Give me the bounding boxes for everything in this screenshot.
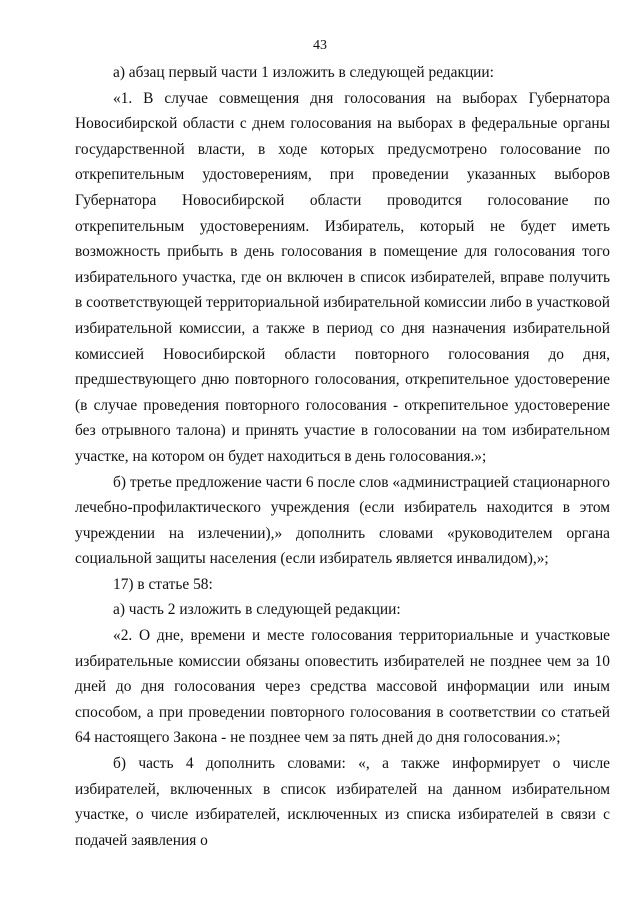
paragraph-amend-part1: а) абзац первый части 1 изложить в следующей редакции: [113, 64, 494, 81]
paragraph-amend-part2: а) часть 2 изложить в следующей редакции: [113, 601, 401, 619]
paragraph-part6-amend: б) третье предложение части 6 после слов «администрацией стационарного лечебно-профилактического учреждения (если избиратель находится в этом учреждении на излечении),» дополнить словами «руководителем органа социальной защиты населения (если избиратель является инвалидом),»; [75, 473, 610, 568]
paragraph-part2-text: «2. О дне, времени и месте голосования территориальные и участковые избирательные комиссии обязаны оповестить избирателей не позднее чем за 10 дней до дня голосования через средства массовой информации или иным способом, а при проведении повторного голосования в соответствии со статьей 64 настоящего Закона - не позднее чем за пять дней до дня голосования.»; [75, 627, 610, 747]
paragraph-part1-text: «1. В случае совмещения дня голосования на выборах Губернатора Новосибирской области с днем голосования на выборах в федеральные органы государственной власти, в ходе которых предусмотрено голосование по открепительным удостоверениям, при проведении указанных выборов Губернатора Новосибирской области проводится голосование по открепительным удостоверениям. Избиратель, который не будет иметь возможность прибыть в день голосования в помещение для голосования того избирательного участка, где он включен в список избирателей, вправе получить в соответствующей территориальной избирательной комиссии либо в участковой избирательной комиссии, а также в период со дня назначения избирательной комиссией Новосибирской области повторного голосования до дня, предшествующего дню повторного голосования, открепительное удостоверение (в случае проведения повторного голосования - открепительное удостоверение без отрывного талона) и принять участие в голосовании на том избирательном участке, на котором он будет находиться в день голосования.»; [75, 89, 610, 465]
paragraph-article58: 17) в статье 58: [113, 575, 213, 593]
paragraph-part4-amend: б) часть 4 дополнить словами: «, а также информирует о числе избирателей, включенных в список избирателей на данном избирательном участке, о числе избирателей, исключенных из списка избирателей в связи с подачей заявления о [75, 755, 610, 849]
page-number: 43 [313, 38, 327, 53]
document-body [75, 60, 610, 853]
